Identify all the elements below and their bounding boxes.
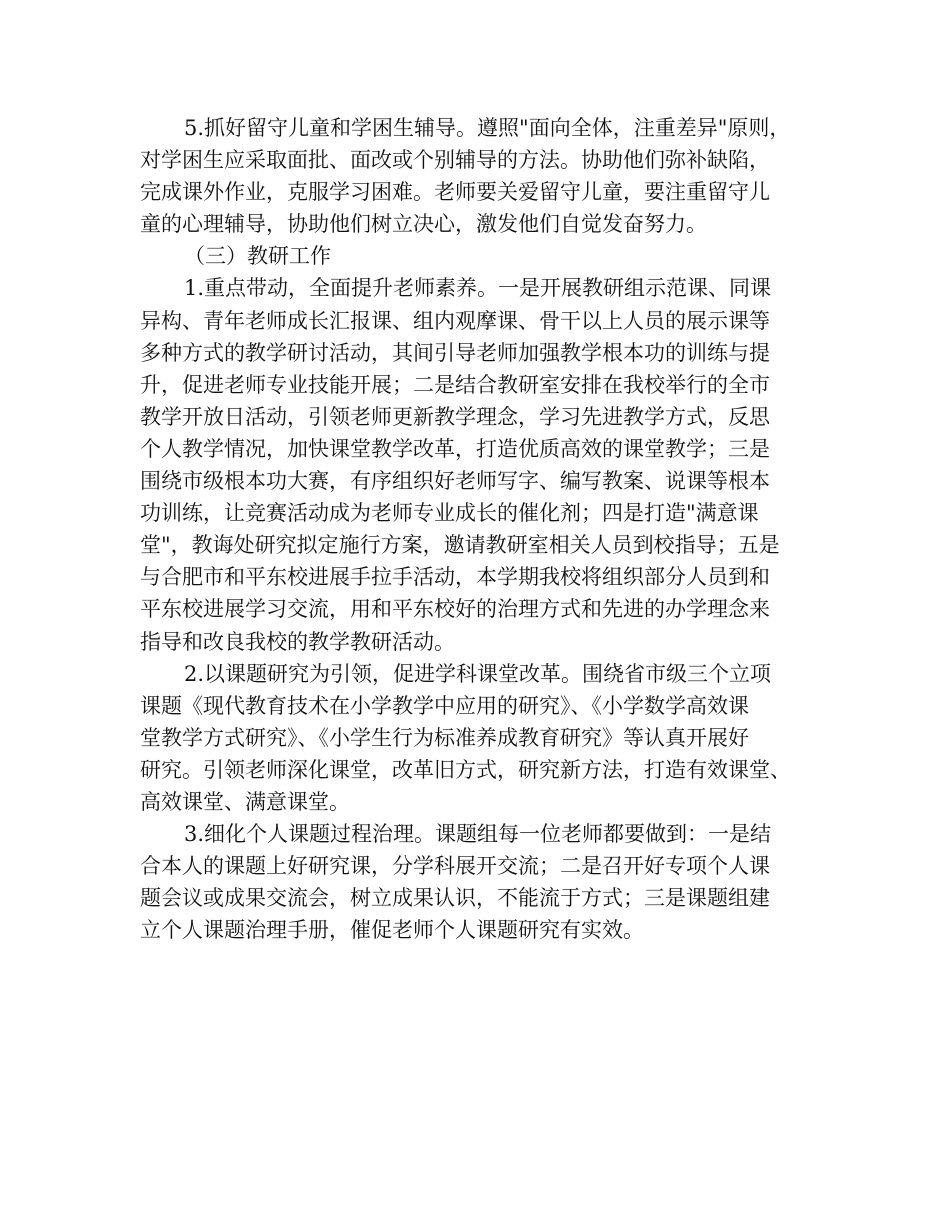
text-line: 完成课外作业，克服学习困难。老师要关爱留守儿童，要注重留守儿 bbox=[140, 180, 770, 205]
text-line: 堂教学方式研究》、《小学生行为标准养成教育研究》等认真开展好 bbox=[140, 725, 749, 750]
text-line: 异构、青年老师成长汇报课、组内观摩课、骨干以上人员的展示课等 bbox=[140, 308, 770, 333]
section-heading bbox=[140, 240, 820, 272]
text-line: 升，促进老师专业技能开展；二是结合教研室安排在我校举行的全市 bbox=[140, 372, 770, 397]
text-line: 童的心理辅导，协助他们树立决心，激发他们自觉发奋努力。 bbox=[140, 212, 707, 237]
text-line: 与合肥市和平东校进展手拉手活动，本学期我校将组织部分人员到和 bbox=[140, 565, 770, 590]
text-line: 5.抓好留守儿童和学困生辅导。遵照"面向全体，注重差异"原则， bbox=[184, 116, 791, 140]
document-page bbox=[140, 112, 820, 946]
paragraph-item-1 bbox=[140, 272, 820, 657]
paragraph-item-5 bbox=[140, 112, 820, 240]
text-line: 围绕市级根本功大赛，有序组织好老师写字、编写教案、说课等根本 bbox=[140, 469, 770, 494]
paragraph-item-3 bbox=[140, 818, 820, 946]
text-line: 2.以课题研究为引领，促进学科课堂改革。围绕省市级三个立项 bbox=[184, 661, 772, 686]
paragraph-item-2 bbox=[140, 658, 820, 818]
text-line: 功训练，让竞赛活动成为老师专业成长的催化剂；四是打造"满意课 bbox=[140, 501, 759, 526]
text-line: 研究。引领老师深化课堂，改革旧方式，研究新方法，打造有效课堂、 bbox=[140, 757, 791, 782]
text-line: 1.重点带动，全面提升老师素养。一是开展教研组示范课、同课 bbox=[184, 276, 772, 301]
text-line: 指导和改良我校的教学教研活动。 bbox=[140, 629, 455, 654]
text-line: 个人教学情况，加快课堂教学改革，打造优质高效的课堂教学；三是 bbox=[140, 436, 770, 461]
text-line: 高效课堂、满意课堂。 bbox=[140, 789, 350, 814]
text-line: 对学困生应采取面批、面改或个别辅导的方法。协助他们弥补缺陷， bbox=[140, 148, 770, 173]
text-line: 立个人课题治理手册，催促老师个人课题研究有实效。 bbox=[140, 918, 644, 943]
text-line: 合本人的课题上好研究课，分学科展开交流；二是召开好专项个人课 bbox=[140, 854, 770, 879]
text-line: 课题《现代教育技术在小学教学中应用的研究》、《小学数学高效课 bbox=[140, 693, 749, 718]
text-line: 教学开放日活动，引领老师更新教学理念，学习先进教学方式，反思 bbox=[140, 404, 770, 429]
text-line: 平东校进展学习交流，用和平东校好的治理方式和先进的办学理念来 bbox=[140, 597, 770, 622]
text-line: 3.细化个人课题过程治理。课题组每一位老师都要做到：一是结 bbox=[184, 822, 772, 847]
text-line: 多种方式的教学研讨活动，其间引导老师加强教学根本功的训练与提 bbox=[140, 340, 770, 365]
text-line: 堂"，教诲处研究拟定施行方案，邀请教研室相关人员到校指导；五是 bbox=[140, 533, 780, 558]
text-line: 题会议或成果交流会，树立成果认识，不能流于方式；三是课题组建 bbox=[140, 886, 770, 911]
section-heading-text: （三）教研工作 bbox=[184, 244, 331, 269]
